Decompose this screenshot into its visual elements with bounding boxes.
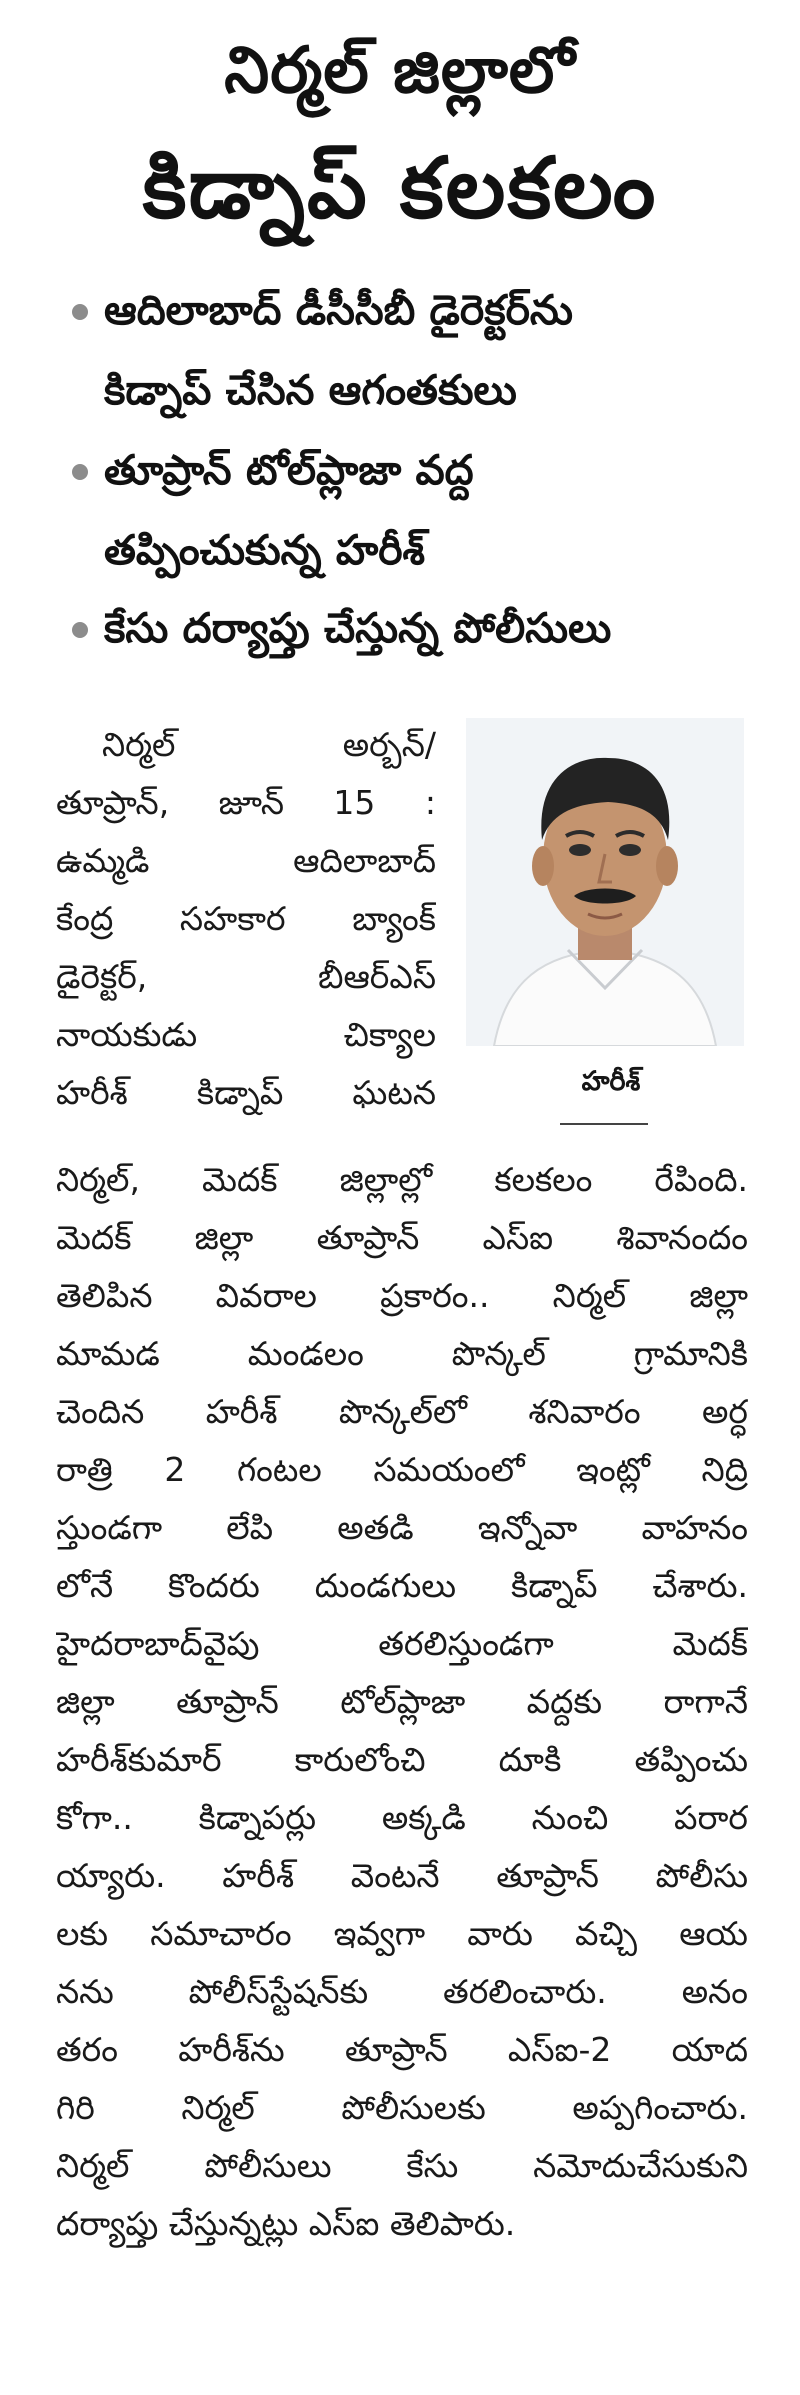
article-line: స్తుండగా లేపి అతడి ఇన్నోవా వాహనం — [56, 1508, 748, 1547]
portrait-image — [466, 718, 744, 1046]
portrait-photo — [466, 718, 744, 1046]
article-line: తరం హరీశ్‌ను తూప్రాన్ ఎస్ఐ-2 యాద — [56, 2030, 748, 2069]
article-body-narrow — [56, 716, 436, 1122]
bullet-text-line: తప్పించుకున్న హరీశ్ — [104, 526, 426, 574]
article-line: మామడ మండలం పొన్కల్ గ్రామానికి — [56, 1334, 748, 1373]
article-line: య్యారు. హరీశ్ వెంటనే తూప్రాన్ పోలీసు — [56, 1856, 748, 1895]
article-line: దర్యాప్తు చేస్తున్నట్లు ఎస్ఐ తెలిపారు. — [56, 2204, 516, 2243]
photo-caption: హరీశ్ — [581, 1066, 641, 1097]
caption-divider — [560, 1123, 648, 1125]
article-line: నిర్మల్ పోలీసులు కేసు నమోదుచేసుకుని — [56, 2146, 748, 2185]
article-line: నిర్మల్ అర్బన్/ — [102, 725, 436, 764]
article-line: నాయకుడు చిక్యాల — [56, 1015, 436, 1054]
article-line: కోగా.. కిడ్నాపర్లు అక్కడి నుంచి పరార — [56, 1798, 748, 1837]
article-line: రాత్రి 2 గంటల సమయంలో ఇంట్లో నిద్రి — [56, 1450, 748, 1489]
article-line: గిరి నిర్మల్ పోలీసులకు అప్పగించారు. — [56, 2088, 748, 2127]
article-line: జిల్లా తూప్రాన్ టోల్‌ప్లాజా వద్దకు రాగానే — [56, 1682, 748, 1721]
article-line: తూప్రాన్, జూన్ 15 : — [56, 783, 436, 822]
bullet-text-line: కేసు దర్యాప్తు చేస్తున్న పోలీసులు — [104, 604, 612, 652]
article-line: తెలిపిన వివరాల ప్రకారం.. నిర్మల్ జిల్లా — [56, 1276, 748, 1315]
headline-line-1: నిర్మల్ జిల్లాలో — [224, 34, 576, 108]
article-line: చెందిన హరీశ్ పొన్కల్‌లో శనివారం అర్ధ — [56, 1392, 748, 1431]
bullet-dot-icon — [72, 304, 88, 320]
article-line: లకు సమాచారం ఇవ్వగా వారు వచ్చి ఆయ — [56, 1914, 748, 1953]
article-line: నను పోలీస్‌స్టేషన్‌కు తరలించారు. అనం — [56, 1972, 748, 2011]
bullet-text-line: తూప్రాన్ టోల్‌ప్లాజా వద్ద — [104, 446, 474, 494]
article-line: హరీశ్‌కుమార్ కారులోంచి దూకి తప్పించు — [56, 1740, 748, 1779]
bullet-text-line: కిడ్నాప్ చేసిన ఆగంతకులు — [104, 366, 517, 414]
article-line: నిర్మల్, మెదక్ జిల్లాల్లో కలకలం రేపింది. — [56, 1160, 748, 1199]
article-line: హరీశ్ కిడ్నాప్ ఘటన — [56, 1073, 436, 1112]
bullet-dot-icon — [72, 622, 88, 638]
article-line: కేంద్ర సహకార బ్యాంక్ — [56, 899, 436, 938]
article-line: లోనే కొందరు దుండగులు కిడ్నాప్ చేశారు. — [56, 1566, 748, 1605]
article-line: డైరెక్టర్, బీఆర్‌ఎస్ — [56, 957, 436, 996]
article-line: ఉమ్మడి ఆదిలాబాద్ — [56, 841, 436, 880]
headline-line-2: కిడ్నాప్ కలకలం — [142, 139, 658, 237]
article-line: మెదక్ జిల్లా తూప్రాన్ ఎస్ఐ శివానందం — [56, 1218, 748, 1257]
bullet-text-line: ఆదిలాబాద్ డీసీసీబీ డైరెక్టర్‌ను — [104, 286, 573, 334]
bullet-dot-icon — [72, 464, 88, 480]
article-line: హైదరాబాద్‌వైపు తరలిస్తుండగా మెదక్ — [56, 1624, 748, 1663]
article-body-wide — [56, 1151, 748, 2253]
